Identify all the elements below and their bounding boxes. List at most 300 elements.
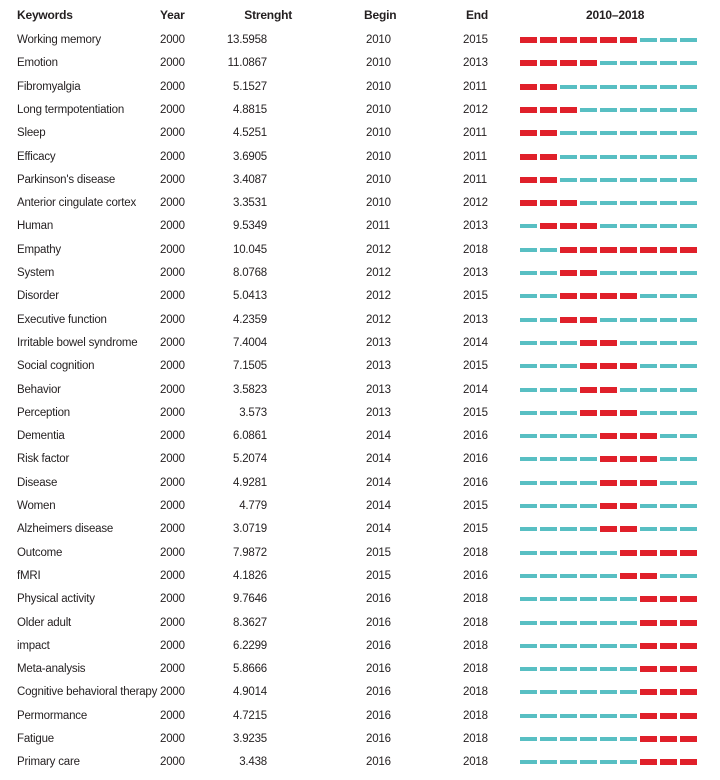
timeline-segment <box>680 61 697 65</box>
timeline-segment <box>540 621 557 625</box>
burst-segment <box>560 223 577 229</box>
timeline-segment <box>680 85 697 89</box>
begin-year: 2016 <box>366 593 391 606</box>
burst-segment <box>680 689 697 695</box>
timeline-segment <box>560 457 577 461</box>
keyword-label: Perception <box>17 406 70 419</box>
timeline-segment <box>600 760 617 764</box>
end-year: 2011 <box>463 127 487 140</box>
year-value: 2000 <box>160 127 185 140</box>
burst-segment <box>660 643 677 649</box>
burst-segment <box>580 60 597 66</box>
timeline-segment <box>620 690 637 694</box>
timeline-segment <box>560 341 577 345</box>
timeline-segment <box>620 271 637 275</box>
timeline-segment <box>600 621 617 625</box>
strength-value: 3.573 <box>239 406 267 419</box>
begin-year: 2010 <box>366 150 391 163</box>
begin-year: 2016 <box>366 639 391 652</box>
begin-year: 2012 <box>366 290 391 303</box>
timeline-segment <box>580 457 597 461</box>
year-value: 2000 <box>160 406 185 419</box>
burst-segment <box>620 410 637 416</box>
timeline-segment <box>520 271 537 275</box>
burst-segment <box>580 223 597 229</box>
end-year: 2014 <box>463 336 488 349</box>
end-year: 2015 <box>463 406 488 419</box>
burst-segment <box>600 37 617 43</box>
end-year: 2016 <box>463 476 488 489</box>
begin-year: 2010 <box>366 80 391 93</box>
burst-segment <box>680 620 697 626</box>
timeline-segment <box>540 364 557 368</box>
burst-segment <box>540 154 557 160</box>
strength-value: 8.0768 <box>233 267 267 279</box>
burst-segment <box>640 596 657 602</box>
end-year: 2013 <box>463 267 488 279</box>
timeline-segment <box>540 271 557 275</box>
timeline-segment <box>580 737 597 741</box>
timeline-segment <box>520 341 537 345</box>
strength-value: 5.1527 <box>233 80 267 93</box>
timeline-segment <box>600 271 617 275</box>
timeline-segment <box>640 131 657 135</box>
strength-value: 3.5823 <box>233 383 267 396</box>
timeline-segment <box>660 178 677 182</box>
strength-value: 3.4087 <box>233 173 267 186</box>
timeline-segment <box>520 527 537 531</box>
keyword-label: Working memory <box>17 34 101 46</box>
timeline-segment <box>620 341 637 345</box>
keyword-label: Primary care <box>17 756 80 769</box>
timeline-segment <box>600 85 617 89</box>
keyword-label: Behavior <box>17 383 61 396</box>
burst-segment <box>600 480 617 486</box>
timeline-segment <box>560 178 577 182</box>
keyword-label: Fatigue <box>17 733 54 745</box>
year-value: 2000 <box>160 500 185 512</box>
strength-value: 3.3531 <box>233 197 267 210</box>
keyword-label: Dementia <box>17 430 65 443</box>
timeline-segment <box>540 434 557 438</box>
timeline-segment <box>520 388 537 392</box>
end-year: 2014 <box>463 383 488 396</box>
year-value: 2000 <box>160 267 185 279</box>
timeline-segment <box>560 411 577 415</box>
year-value: 2000 <box>160 430 185 443</box>
keyword-label: Fibromyalgia <box>17 80 81 93</box>
timeline-segment <box>580 760 597 764</box>
begin-year: 2013 <box>366 336 391 349</box>
strength-value: 4.8815 <box>233 103 267 116</box>
burst-segment <box>580 340 597 346</box>
begin-year: 2014 <box>366 430 391 443</box>
timeline-segment <box>560 481 577 485</box>
keyword-label: Parkinson's disease <box>17 173 116 186</box>
end-year: 2015 <box>463 500 488 512</box>
timeline-segment <box>680 388 697 392</box>
year-value: 2000 <box>160 383 185 396</box>
strength-value: 4.5251 <box>233 127 267 140</box>
timeline-segment <box>600 224 617 228</box>
burst-segment <box>620 550 637 556</box>
year-value: 2000 <box>160 150 185 163</box>
end-year: 2012 <box>463 103 488 116</box>
timeline-segment <box>540 760 557 764</box>
strength-value: 9.7646 <box>233 593 267 606</box>
keyword-label: Physical activity <box>17 593 95 606</box>
timeline-segment <box>660 108 677 112</box>
timeline-segment <box>660 481 677 485</box>
timeline-segment <box>600 597 617 601</box>
timeline-segment <box>680 504 697 508</box>
timeline-segment <box>620 155 637 159</box>
timeline-segment <box>580 504 597 508</box>
year-value: 2000 <box>160 220 185 233</box>
burst-segment <box>520 200 537 206</box>
timeline-segment <box>520 364 537 368</box>
burst-segment <box>600 363 617 369</box>
timeline-segment <box>580 527 597 531</box>
timeline-segment <box>640 411 657 415</box>
timeline-segment <box>560 621 577 625</box>
timeline-segment <box>620 760 637 764</box>
timeline-segment <box>560 667 577 671</box>
burst-segment <box>660 247 677 253</box>
timeline-segment <box>680 155 697 159</box>
timeline-segment <box>580 644 597 648</box>
timeline-segment <box>620 667 637 671</box>
year-value: 2000 <box>160 360 185 373</box>
strength-value: 5.0413 <box>233 290 267 303</box>
timeline-segment <box>540 248 557 252</box>
timeline-segment <box>580 108 597 112</box>
keyword-label: Alzheimers disease <box>17 523 114 536</box>
burst-segment <box>640 689 657 695</box>
burst-segment <box>540 130 557 136</box>
end-year: 2018 <box>463 663 488 676</box>
timeline-segment <box>640 108 657 112</box>
burst-segment <box>580 270 597 276</box>
year-value: 2000 <box>160 733 185 745</box>
keyword-label: Cognitive behavioral therapy <box>17 686 158 699</box>
end-year: 2011 <box>463 80 487 93</box>
strength-value: 4.9281 <box>233 476 267 489</box>
timeline-segment <box>580 551 597 555</box>
timeline-segment <box>640 155 657 159</box>
strength-value: 3.0719 <box>233 523 267 536</box>
year-value: 2000 <box>160 453 185 466</box>
timeline-segment <box>540 551 557 555</box>
end-year: 2018 <box>463 686 488 699</box>
burst-segment <box>520 60 537 66</box>
timeline-segment <box>600 690 617 694</box>
year-value: 2000 <box>160 57 185 70</box>
strength-value: 6.0861 <box>233 430 267 443</box>
burst-segment <box>640 736 657 742</box>
timeline-segment <box>540 644 557 648</box>
timeline-segment <box>680 318 697 322</box>
begin-year: 2012 <box>366 313 391 326</box>
strength-value: 4.1826 <box>233 569 267 582</box>
keyword-label: Permormance <box>17 709 88 722</box>
timeline-segment <box>540 341 557 345</box>
begin-year: 2010 <box>366 103 391 116</box>
end-year: 2015 <box>463 34 488 46</box>
burst-segment <box>660 666 677 672</box>
begin-year: 2012 <box>366 243 391 256</box>
timeline-segment <box>620 388 637 392</box>
timeline-segment <box>560 131 577 135</box>
strength-value: 4.2359 <box>233 313 267 326</box>
burst-segment <box>600 503 617 509</box>
burst-segment <box>620 247 637 253</box>
timeline-segment <box>540 690 557 694</box>
burst-segment <box>660 620 677 626</box>
timeline-segment <box>640 364 657 368</box>
timeline-segment <box>640 201 657 205</box>
burst-segment <box>660 550 677 556</box>
header-strength: Strenght <box>244 8 292 22</box>
timeline-segment <box>680 38 697 42</box>
timeline-segment <box>680 574 697 578</box>
strength-value: 4.779 <box>239 500 267 512</box>
begin-year: 2016 <box>366 616 391 629</box>
burst-segment <box>640 550 657 556</box>
timeline-segment <box>600 155 617 159</box>
burst-segment <box>580 363 597 369</box>
burst-segment <box>620 573 637 579</box>
timeline-segment <box>640 341 657 345</box>
burst-segment <box>540 107 557 113</box>
timeline-segment <box>520 481 537 485</box>
burst-segment <box>520 177 537 183</box>
year-value: 2000 <box>160 569 185 582</box>
timeline-segment <box>660 271 677 275</box>
end-year: 2015 <box>463 523 488 536</box>
year-value: 2000 <box>160 476 185 489</box>
begin-year: 2013 <box>366 406 391 419</box>
timeline-segment <box>660 527 677 531</box>
timeline-segment <box>580 178 597 182</box>
year-value: 2000 <box>160 313 185 326</box>
strength-value: 4.7215 <box>233 709 267 722</box>
timeline-segment <box>540 294 557 298</box>
timeline-segment <box>540 457 557 461</box>
timeline-segment <box>560 155 577 159</box>
burst-segment <box>680 736 697 742</box>
timeline-segment <box>520 644 537 648</box>
end-year: 2018 <box>463 546 488 559</box>
burst-segment <box>600 526 617 532</box>
timeline-segment <box>600 714 617 718</box>
burst-segment <box>540 84 557 90</box>
burst-segment <box>680 643 697 649</box>
burst-segment <box>560 270 577 276</box>
timeline-segment <box>620 621 637 625</box>
burst-segment <box>640 433 657 439</box>
timeline-segment <box>680 527 697 531</box>
burst-segment <box>640 573 657 579</box>
burst-segment <box>560 247 577 253</box>
burst-segment <box>580 247 597 253</box>
timeline-segment <box>540 737 557 741</box>
burst-segment <box>600 410 617 416</box>
timeline-segment <box>660 318 677 322</box>
timeline-segment <box>640 318 657 322</box>
timeline-segment <box>520 318 537 322</box>
timeline-segment <box>600 61 617 65</box>
end-year: 2018 <box>463 639 488 652</box>
strength-value: 10.045 <box>233 243 267 256</box>
strength-value: 6.2299 <box>233 639 267 652</box>
timeline-segment <box>680 434 697 438</box>
end-year: 2013 <box>463 220 488 233</box>
timeline-segment <box>540 411 557 415</box>
timeline-segment <box>620 61 637 65</box>
burst-segment <box>540 60 557 66</box>
timeline-segment <box>600 201 617 205</box>
end-year: 2018 <box>463 593 488 606</box>
timeline-segment <box>600 667 617 671</box>
burst-segment <box>520 37 537 43</box>
timeline-segment <box>520 737 537 741</box>
begin-year: 2013 <box>366 360 391 373</box>
year-value: 2000 <box>160 616 185 629</box>
strength-value: 7.4004 <box>233 336 267 349</box>
timeline-segment <box>660 201 677 205</box>
burst-segment <box>560 60 577 66</box>
timeline-segment <box>640 271 657 275</box>
timeline-segment <box>600 178 617 182</box>
timeline-segment <box>640 504 657 508</box>
year-value: 2000 <box>160 593 185 606</box>
timeline-segment <box>680 341 697 345</box>
burst-segment <box>580 410 597 416</box>
end-year: 2011 <box>463 173 487 186</box>
header-timeline-range: 2010–2018 <box>586 8 645 22</box>
timeline-segment <box>520 667 537 671</box>
timeline-segment <box>580 481 597 485</box>
timeline-segment <box>640 61 657 65</box>
end-year: 2012 <box>463 197 488 210</box>
year-value: 2000 <box>160 173 185 186</box>
strength-value: 11.0867 <box>227 57 267 70</box>
burst-segment <box>560 200 577 206</box>
burst-segment <box>560 317 577 323</box>
begin-year: 2016 <box>366 663 391 676</box>
timeline-segment <box>620 178 637 182</box>
burst-segment <box>540 223 557 229</box>
year-value: 2000 <box>160 639 185 652</box>
burst-segment <box>520 130 537 136</box>
keyword-label: impact <box>17 639 50 652</box>
end-year: 2015 <box>463 290 488 303</box>
timeline-segment <box>620 85 637 89</box>
timeline-segment <box>520 574 537 578</box>
burst-segment <box>640 713 657 719</box>
begin-year: 2014 <box>366 523 391 536</box>
end-year: 2018 <box>463 756 488 769</box>
burst-segment <box>680 713 697 719</box>
header-keywords: Keywords <box>17 8 73 22</box>
burst-segment <box>680 666 697 672</box>
header-end: End <box>466 8 489 22</box>
burst-segment <box>620 526 637 532</box>
timeline-segment <box>680 294 697 298</box>
burst-segment <box>640 759 657 765</box>
timeline-segment <box>640 388 657 392</box>
timeline-segment <box>680 481 697 485</box>
timeline-segment <box>680 178 697 182</box>
timeline-segment <box>540 504 557 508</box>
end-year: 2013 <box>463 313 488 326</box>
timeline-segment <box>560 364 577 368</box>
header-begin: Begin <box>364 8 397 22</box>
keyword-label: Social cognition <box>17 360 95 373</box>
burst-segment <box>640 480 657 486</box>
timeline-segment <box>540 597 557 601</box>
timeline-segment <box>580 621 597 625</box>
end-year: 2018 <box>463 243 488 256</box>
year-value: 2000 <box>160 103 185 116</box>
timeline-segment <box>520 294 537 298</box>
burst-segment <box>620 503 637 509</box>
timeline-segment <box>520 621 537 625</box>
timeline-segment <box>660 341 677 345</box>
timeline-segment <box>620 201 637 205</box>
timeline-segment <box>580 667 597 671</box>
timeline-segment <box>520 224 537 228</box>
strength-value: 4.9014 <box>233 686 267 699</box>
year-value: 2000 <box>160 34 185 46</box>
timeline-segment <box>620 597 637 601</box>
timeline-segment <box>520 760 537 764</box>
burst-segment <box>660 759 677 765</box>
burst-segment <box>640 666 657 672</box>
burst-segment <box>660 736 677 742</box>
timeline-segment <box>640 224 657 228</box>
timeline-segment <box>520 411 537 415</box>
burst-segment <box>540 200 557 206</box>
burst-segment <box>560 107 577 113</box>
timeline-segment <box>640 294 657 298</box>
timeline-segment <box>600 108 617 112</box>
timeline-segment <box>540 574 557 578</box>
timeline-segment <box>540 527 557 531</box>
timeline-segment <box>680 131 697 135</box>
begin-year: 2012 <box>366 267 391 279</box>
begin-year: 2016 <box>366 686 391 699</box>
burst-segment <box>640 247 657 253</box>
burst-segment <box>640 620 657 626</box>
burst-segment <box>640 643 657 649</box>
strength-value: 3.9235 <box>233 733 267 745</box>
year-value: 2000 <box>160 756 185 769</box>
burst-segment <box>560 37 577 43</box>
keyword-label: Long termpotentiation <box>17 103 125 116</box>
timeline-segment <box>680 364 697 368</box>
year-value: 2000 <box>160 336 185 349</box>
timeline-segment <box>540 714 557 718</box>
timeline-segment <box>600 574 617 578</box>
end-year: 2013 <box>463 57 488 70</box>
timeline-segment <box>560 504 577 508</box>
timeline-segment <box>660 504 677 508</box>
keyword-label: Outcome <box>17 546 63 559</box>
burst-segment <box>680 247 697 253</box>
begin-year: 2010 <box>366 34 391 46</box>
